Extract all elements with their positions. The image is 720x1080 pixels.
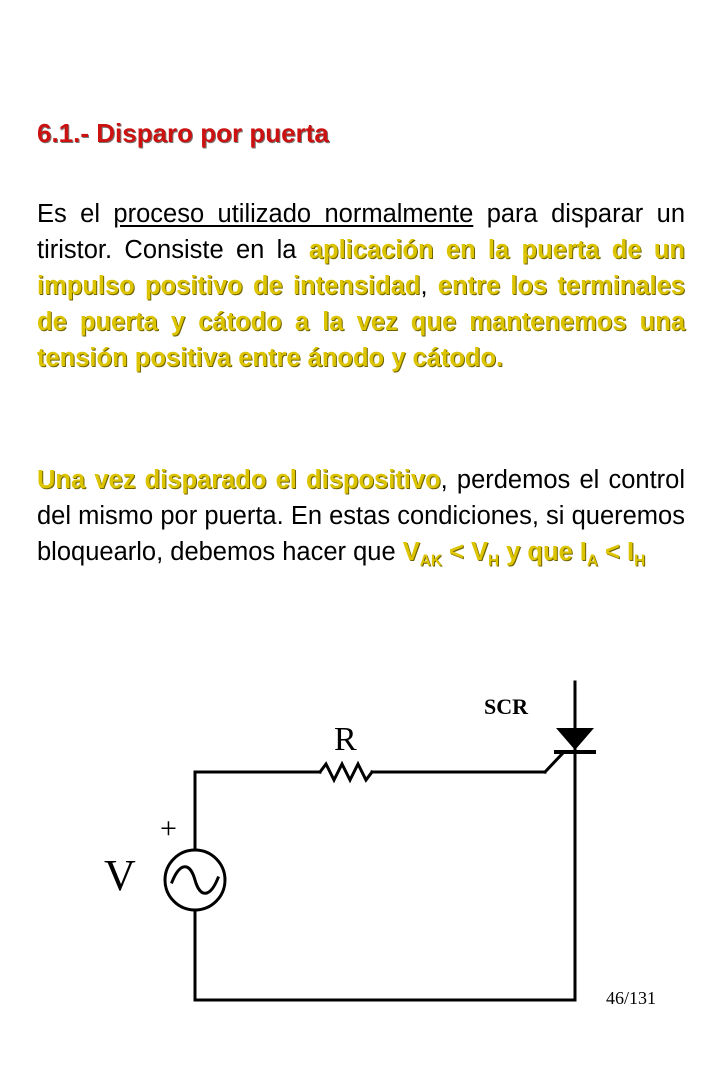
gate-lead: [545, 754, 562, 772]
highlighted-text: entre los terminales de puerta y cátodo a la vez que mantenemos una tensión positiva entre ánodo y cátodo.: [37, 272, 685, 372]
text: ,: [420, 272, 438, 300]
source-label: V: [104, 851, 136, 900]
text: Es el: [37, 200, 114, 228]
page-number: 46/131: [606, 988, 657, 1008]
condition-formula: $V_{AK} < V_H$ y que $I_A < I_H$: [402, 538, 646, 570]
highlighted-text: Una vez disparado el dispositivo: [37, 466, 441, 494]
resistor-label: R: [334, 721, 357, 758]
scr-circuit-diagram: [0, 660, 720, 1005]
sine-wave-icon: [172, 867, 218, 894]
resistor-symbol: [320, 764, 372, 780]
highlighted-text: aplicación en la puerta de un impulso positivo de intensidad: [37, 236, 685, 300]
scr-label: SCR: [484, 694, 529, 719]
underlined-text: proceso utilizado normalmente: [113, 200, 474, 228]
slide-title: 6.1.- Disparo por puerta: [37, 118, 329, 148]
scr-diode-symbol: [556, 728, 594, 750]
text: para disparar un tiristor. Consiste en la: [37, 200, 686, 264]
paragraph-gate-trigger: [37, 196, 685, 376]
text: , perdemos el control del mismo por puerta. En estas condiciones, si queremos bloquearlo, debemos hacer que: [37, 466, 685, 566]
paragraph-after-trigger: [37, 462, 685, 570]
plus-label: +: [160, 812, 177, 845]
